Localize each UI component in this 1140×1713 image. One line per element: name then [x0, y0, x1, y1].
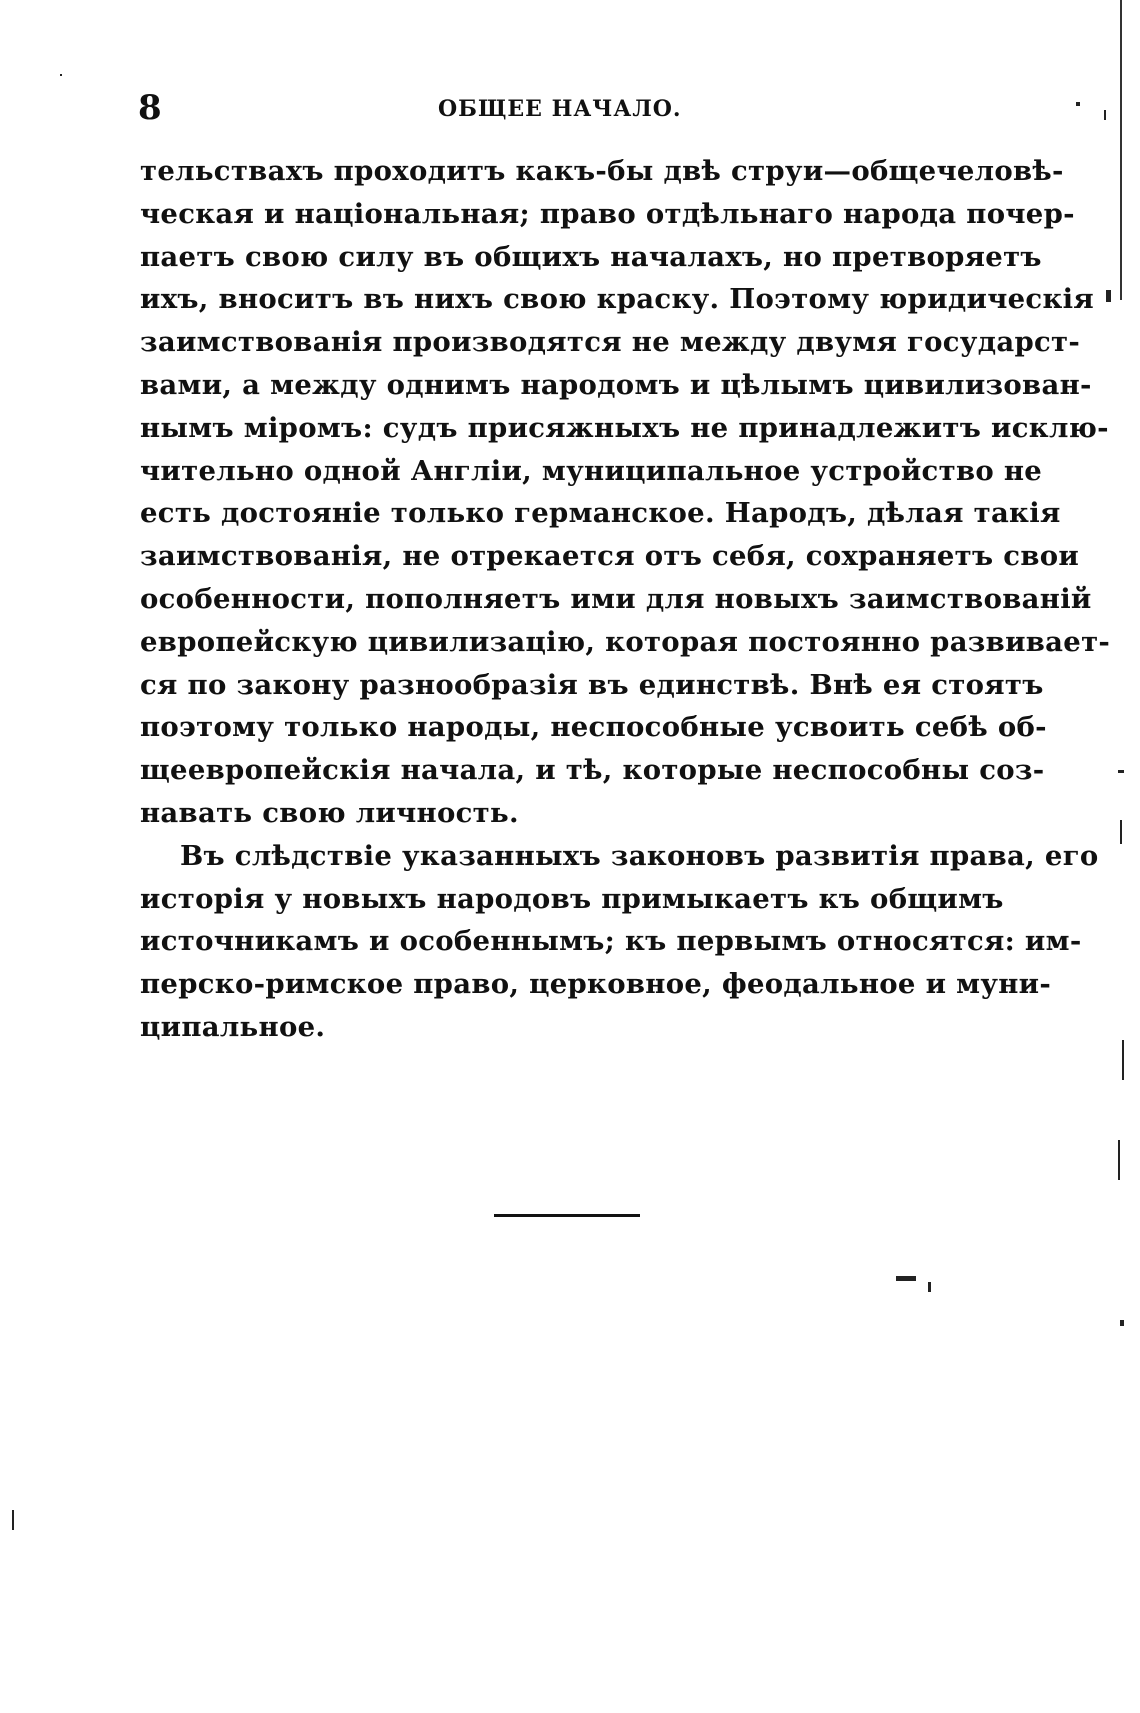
text-line: ципальное. [140, 1010, 326, 1043]
text-line: заимствованія, не отрекается отъ себя, сохраняетъ свои [140, 540, 1080, 573]
scan-speck [1118, 1140, 1120, 1180]
scan-speck [1076, 102, 1080, 106]
text-line: Въ слѣдствіе указанныхъ законовъ развитія права, его [180, 839, 1099, 872]
page-header [138, 88, 988, 128]
scan-speck [1120, 1320, 1124, 1326]
scan-speck [1122, 1040, 1124, 1080]
text-line: европейскую цивилизацію, которая постоянно развивает- [140, 625, 1111, 658]
text-line: заимствованія производятся не между двумя государст- [140, 326, 1081, 359]
page-number: 8 [138, 88, 162, 128]
text-line: есть достояніе только германское. Народъ, дѣлая такія [140, 497, 1061, 530]
scan-speck [12, 1510, 14, 1530]
body-text [140, 150, 1111, 1049]
text-line: щеевропейскія начала, и тѣ, которые неспособны соз- [140, 754, 1045, 787]
scan-speck [1104, 110, 1106, 120]
text-line: паетъ свою силу въ общихъ началахъ, но претворяетъ [140, 240, 1042, 273]
text-line: чительно одной Англіи, муниципальное устройство не [140, 454, 1043, 487]
text-line: ихъ, вноситъ въ нихъ свою краску. Поэтому юридическія [140, 283, 1095, 316]
text-line: навать свою личность. [140, 796, 519, 829]
scan-speck [1120, 820, 1122, 844]
text-line: особенности, пополняетъ ими для новыхъ заимствованій [140, 582, 1092, 615]
text-line: тельствахъ проходитъ какъ-бы двѣ струи—общечеловѣ- [140, 155, 1064, 187]
section-end-rule [494, 1214, 640, 1217]
scan-speck [928, 1282, 931, 1292]
paragraph [140, 150, 1111, 835]
text-line: ческая и національная; право отдѣльнаго народа почер- [140, 197, 1075, 230]
text-line: исторія у новыхъ народовъ примыкаетъ къ общимъ [140, 882, 1004, 915]
page-edge-line [1120, 0, 1122, 300]
paragraph [140, 835, 1099, 1049]
text-line: нымъ міромъ: судъ присяжныхъ не принадлежитъ исклю- [140, 411, 1109, 444]
scan-speck [896, 1276, 916, 1281]
scan-speck [60, 74, 62, 76]
scan-speck [1106, 290, 1111, 302]
text-line: ся по закону разнообразія въ единствѣ. Внѣ ея стоятъ [140, 668, 1044, 701]
scan-speck [1118, 770, 1124, 773]
text-line: вами, а между однимъ народомъ и цѣлымъ цивилизован- [140, 368, 1092, 401]
running-head: ОБЩЕЕ НАЧАЛО. [438, 96, 682, 122]
text-line: источникамъ и особеннымъ; къ первымъ относятся: им- [140, 925, 1082, 958]
text-line: перско-римское право, церковное, феодальное и муни- [140, 968, 1052, 1001]
text-line: поэтому только народы, неспособные усвоить себѣ об- [140, 711, 1047, 744]
